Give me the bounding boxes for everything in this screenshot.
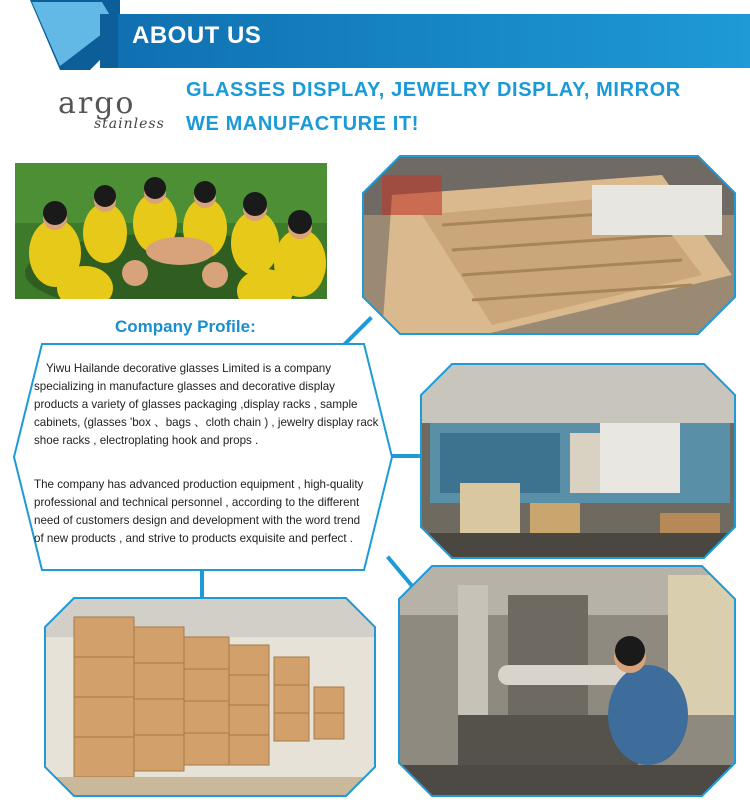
profile-line: specializing in manufacture glasses and decorative display: [34, 380, 335, 393]
logo-word: argo: [58, 86, 136, 121]
cnc-machine-photo: [362, 155, 736, 335]
factory-floor-photo: [420, 363, 736, 559]
profile-line: The company has advanced production equipment , high-quality: [34, 478, 364, 491]
connector-line: [200, 570, 204, 600]
banner-ribbon: [0, 0, 750, 70]
company-logo: [58, 86, 178, 136]
profile-line: products a variety of glasses packaging ,display racks , sample: [34, 398, 358, 411]
worker-machine-photo: [398, 565, 736, 797]
profile-line: Yiwu Hailande decorative glasses Limited is a company: [46, 362, 332, 375]
profile-line: shoe racks , electroplating hook and props .: [34, 434, 259, 447]
warehouse-boxes-photo: [44, 597, 376, 797]
profile-line: professional and technical personnel , according to the different: [34, 496, 360, 509]
headline-line-2: WE MANUFACTURE IT!: [186, 113, 419, 135]
header-banner: [0, 0, 750, 70]
logo-subtitle: stainless: [94, 116, 165, 132]
banner-title: ABOUT US: [132, 22, 262, 49]
profile-line: of new products , and strive to products exquisite and perfect .: [34, 532, 354, 545]
profile-paragraph-1: [34, 360, 386, 450]
profile-paragraph-2: [34, 476, 386, 548]
team-photo: [15, 163, 327, 299]
profile-line: need of customers design and development with the word trend: [34, 514, 361, 527]
profile-title: Company Profile:: [115, 317, 256, 336]
profile-line: cabinets, (glasses 'box 、bags 、cloth chain ) , jewelry display rack: [34, 416, 379, 429]
headline-line-1: GLASSES DISPLAY, JEWELRY DISPLAY, MIRROR: [186, 79, 681, 101]
